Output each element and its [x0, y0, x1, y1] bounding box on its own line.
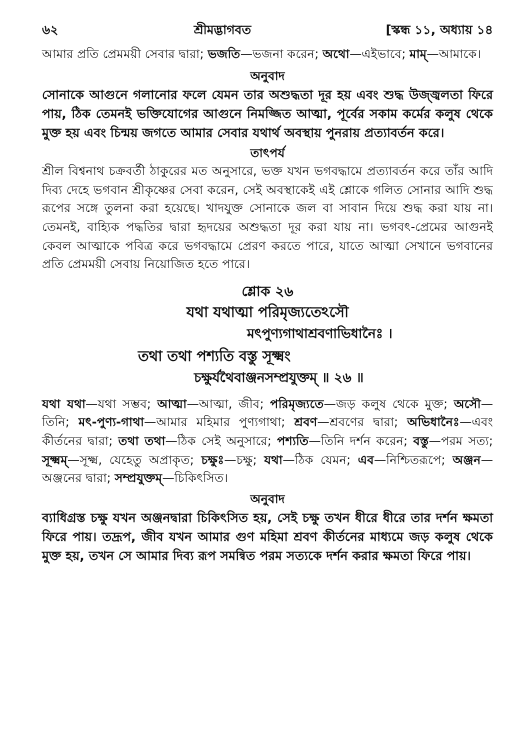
verse-heading: শ্লোক ২৬ — [241, 283, 294, 300]
synonym-word: এব — [357, 452, 374, 467]
synonym-meaning: —ঠিক যেমন; — [282, 452, 351, 467]
synonym-meaning: —তিনি দর্শন করেন; — [308, 433, 408, 448]
translation-heading: অনুবাদ — [250, 68, 285, 83]
translation-text: সোনাকে আগুনে গলানোর ফলে যেমন তার অশুদ্ধতা দূর হয় এবং শুদ্ধ উজ্জ্বলতা ফিরে পায়, ঠিক তেমনই ভক্তিযোগের আগুনে নিমজ্জিত আত্মা, পূর্বের সকাম কর্মের কলুষ থেকে মুক্ত হয় এবং চিন্ময় জগতে আমার সেবার যথার্থ অবস্থায় পুনরায় প্রত্যাবর্তন করে। — [42, 86, 493, 140]
synonym-meaning: —পরম সত্য; — [428, 433, 494, 448]
synonym-word: বস্তু — [413, 433, 429, 448]
synonym-word: তথা তথা — [118, 433, 166, 448]
chapter-location: [স্কন্ধ ১১, অধ্যায় ১৪ — [385, 22, 493, 37]
synonym-meaning: —আত্মা, জীব; — [186, 396, 264, 411]
verse-line-1: যথা যথাত্মা পরিমৃজ্যতেঽসৌ — [186, 304, 349, 321]
verse-line-2: মৎপুণ্যগাথাশ্রবণাভিধানৈঃ । — [247, 326, 393, 342]
synonym-word: পশ্যতি — [276, 433, 309, 448]
verse-line-3: তথা তথা পশ্যতি বস্তু সূক্ষ্মং — [138, 348, 291, 365]
synonym-word: যথা যথা — [42, 396, 86, 411]
synonym-word: সূক্ষ্মম্ — [42, 452, 68, 467]
synonym-meaning: —তিনি; — [42, 396, 494, 430]
synonym-word: মৎ-পুণ্য-গাথা — [78, 415, 145, 430]
synonym-word: চক্ষুঃ — [201, 452, 225, 467]
synonym-meaning: —যথা সম্ভব; — [85, 396, 151, 411]
synonym-word: শ্রবণ — [294, 415, 318, 430]
synonym-meaning: —শ্রবণের দ্বারা; — [317, 415, 399, 430]
synonym-meaning: —চিকিৎসিত। — [162, 471, 229, 486]
synonym-meaning: —আমার মহিমার পুণ্যগাথা; — [144, 415, 286, 430]
purport-text: শ্রীল বিশ্বনাথ চক্রবর্তী ঠাকুরের মত অনুসারে, ভক্ত যখন ভগবদ্ধামে প্রত্যাবর্তন করে তাঁর আদি দিব্য দেহে ভগবান শ্রীকৃষ্ণের সেবা করেন, সেই অবস্থাকেই এই শ্লোকে গলিত সোনার আদি শুদ্ধ রূপের সঙ্গে তুলনা করা হয়েছে। খাদযুক্ত সোনাকে জল বা সাবান দিয়ে শুদ্ধ করা যায় না। তেমনই, বাহ্যিক পদ্ধতির দ্বারা হৃদয়ের অশুদ্ধতা দূর করা যায় না। ভগবৎ-প্রেমের আগুনই কেবল আত্মাকে পবিত্র করে ভগবদ্ধামে প্রেরণ করতে পারে, যাতে আত্মা সেখানে ভগবানের প্রতি প্রেমময়ী সেবায় নিয়োজিত হতে পারে। — [42, 164, 493, 272]
translation-text-2: ব্যাধিগ্রস্ত চক্ষু যখন অঞ্জনদ্বারা চিকিৎসিত হয়, সেই চক্ষু তখন ধীরে ধীরে তার দর্শন ক্ষমতা ফিরে পায়। তদ্রূপ, জীব যখন আমার গুণ মহিমা শ্রবণ কীর্তনের মাধ্যমে জড় কলুষ থেকে মুক্ত হয়, তখন সে আমার দিব্য রূপ সমন্বিত পরম সত্যকে দর্শন করার ক্ষমতা ফিরে পায়। — [42, 509, 493, 564]
purport-heading: তাৎপর্য — [250, 146, 285, 161]
synonym-word: অঞ্জন — [452, 452, 481, 467]
book-title: শ্রীমদ্ভাগবত — [193, 22, 252, 37]
synonym-meaning: —অঞ্জনের দ্বারা; — [42, 452, 494, 486]
page-number: ৬২ — [42, 22, 59, 37]
synonym-meaning: —এবং কীর্তনের দ্বারা; — [42, 415, 494, 448]
previous-synonyms: আমার প্রতি প্রেমময়ী সেবার দ্বারা; ভজতি—ভজনা করেন; অথো—এইভাবে; মাম্—আমাকে। — [42, 47, 482, 61]
synonym-word: পরিমৃজ্যতে — [270, 396, 324, 411]
synonym-word: অভিধানৈঃ — [407, 415, 460, 430]
synonym-meaning: —ঠিক সেই অনুসারে; — [165, 433, 272, 448]
synonym-word: অসৌ — [453, 396, 481, 411]
synonym-word: যথা — [264, 452, 283, 467]
synonym-word: সম্প্রযুক্তম্ — [114, 471, 163, 486]
synonym-meaning: —সূক্ষ্ম, যেহেতু অপ্রাকৃত; — [67, 452, 194, 467]
synonym-meaning: —জড় কলুষ থেকে মুক্ত; — [323, 396, 448, 411]
word-synonyms — [42, 395, 493, 488]
translation-heading-2: অনুবাদ — [250, 491, 285, 506]
synonym-word: আত্মা — [157, 396, 187, 411]
verse-line-4: চক্ষুর্যথৈবাঞ্জনসম্প্রযুক্তম্ ॥ ২৬ ॥ — [194, 370, 364, 386]
page-header — [42, 22, 493, 44]
synonym-meaning: —চক্ষু; — [224, 452, 257, 467]
synonym-meaning: —নিশ্চিতরূপে; — [373, 452, 446, 467]
